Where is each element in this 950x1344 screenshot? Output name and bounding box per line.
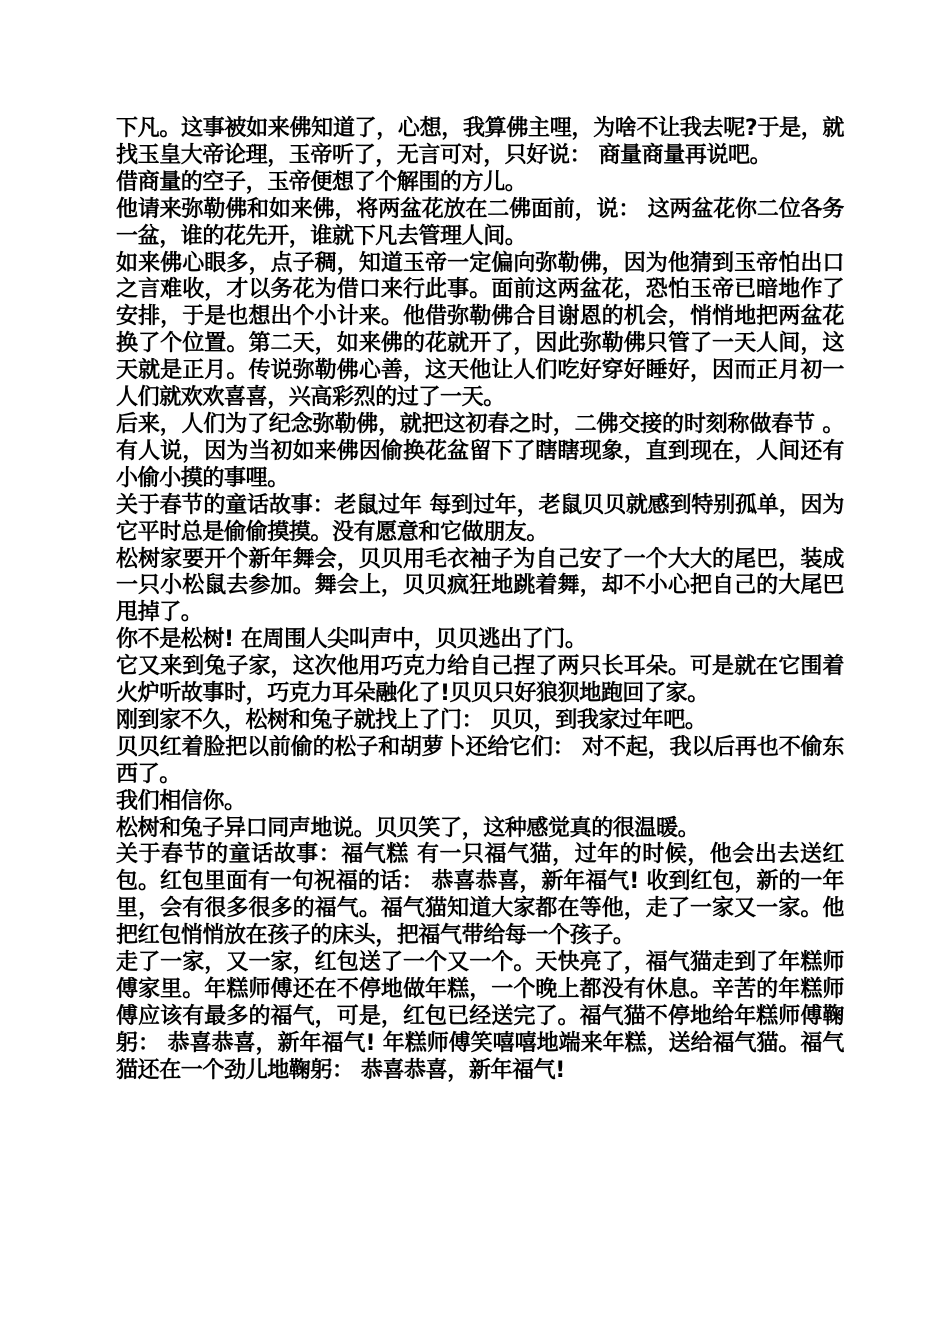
paragraph: 你不是松树! 在周围人尖叫声中，贝贝逃出了门。 (116, 627, 587, 653)
paragraph: 松树家要开个新年舞会，贝贝用毛衣袖子为自己安了一个大大的尾巴，装成一只小松鼠去参加。舞会上，贝贝疯狂地跳着舞，却不小心把自己的大尾巴甩掉了。 (116, 546, 844, 626)
paragraph: 关于春节的童话故事：福气糕 有一只福气猫，过年的时候，他会出去送红包。红包里面有一句祝福的话： 恭喜恭喜，新年福气! 收到红包，新的一年里，会有很多很多的福气。福气猫知道大家都在等他，走了一家又一家。他把红包悄悄放在孩子的床头，把福气带给每一个孩子。 (116, 842, 844, 949)
paragraph: 后来，人们为了纪念弥勒佛，就把这初春之时，二佛交接的时刻称做春节 。有人说，因为当初如来佛因偷换花盆留下了瞎瞎现象，直到现在，人间还有小偷小摸的事哩。 (116, 411, 844, 491)
paragraph: 它又来到兔子家，这次他用巧克力给自己捏了两只长耳朵。可是就在它围着火炉听故事时，巧克力耳朵融化了!贝贝只好狼狈地跑回了家。 (116, 654, 844, 707)
paragraph: 刚到家不久，松树和兔子就找上了门： 贝贝，到我家过年吧。 (116, 707, 707, 733)
paragraph: 如来佛心眼多，点子稠，知道玉帝一定偏向弥勒佛，因为他猜到玉帝怕出口之言难收，才以务花为借口来行此事。面前这两盆花，恐怕玉帝已暗地作了安排，于是也想出个小计来。他借弥勒佛合目谢恩的机会，悄悄地把两盆花换了个位置。第二天，如来佛的花就开了，因此弥勒佛只管了一天人间，这天就是正月。传说弥勒佛心善，这天他让人们吃好穿好睡好，因而正月初一人们就欢欢喜喜，兴高彩烈的过了一天。 (116, 250, 844, 411)
paragraph: 我们相信你。 (116, 788, 246, 814)
paragraph: 下凡。这事被如来佛知道了，心想，我算佛主哩，为啥不让我去呢?于是，就找玉皇大帝论理，玉帝听了，无言可对，只好说： 商量商量再说吧。 (116, 116, 844, 168)
paragraph: 借商量的空子，玉帝便想了个解围的方儿。 (116, 169, 527, 195)
paragraph: 走了一家，又一家，红包送了一个又一个。天快亮了，福气猫走到了年糕师傅家里。年糕师傅还在不停地做年糕，一个晚上都没有休息。辛苦的年糕师傅应该有最多的福气，可是，红包已经送完了。福气猫不停地给年糕师傅鞠躬： 恭喜恭喜，新年福气! 年糕师傅笑嘻嘻地端来年糕，送给福气猫。福气猫还在一个劲儿地鞠躬： 恭喜恭喜，新年福气! (116, 950, 844, 1083)
document-page (116, 116, 844, 1085)
paragraph: 贝贝红着脸把以前偷的松子和胡萝卜还给它们： 对不起，我以后再也不偷东西了。 (116, 734, 844, 787)
paragraph: 松树和兔子异口同声地说。贝贝笑了，这种感觉真的很温暖。 (116, 815, 700, 841)
paragraph: 他请来弥勒佛和如来佛，将两盆花放在二佛面前，说： 这两盆花你二位各务一盆，谁的花先开，谁就下凡去管理人间。 (116, 196, 844, 249)
paragraph: 关于春节的童话故事：老鼠过年 每到过年，老鼠贝贝就感到特别孤单，因为它平时总是偷偷摸摸。没有愿意和它做朋友。 (116, 492, 844, 545)
